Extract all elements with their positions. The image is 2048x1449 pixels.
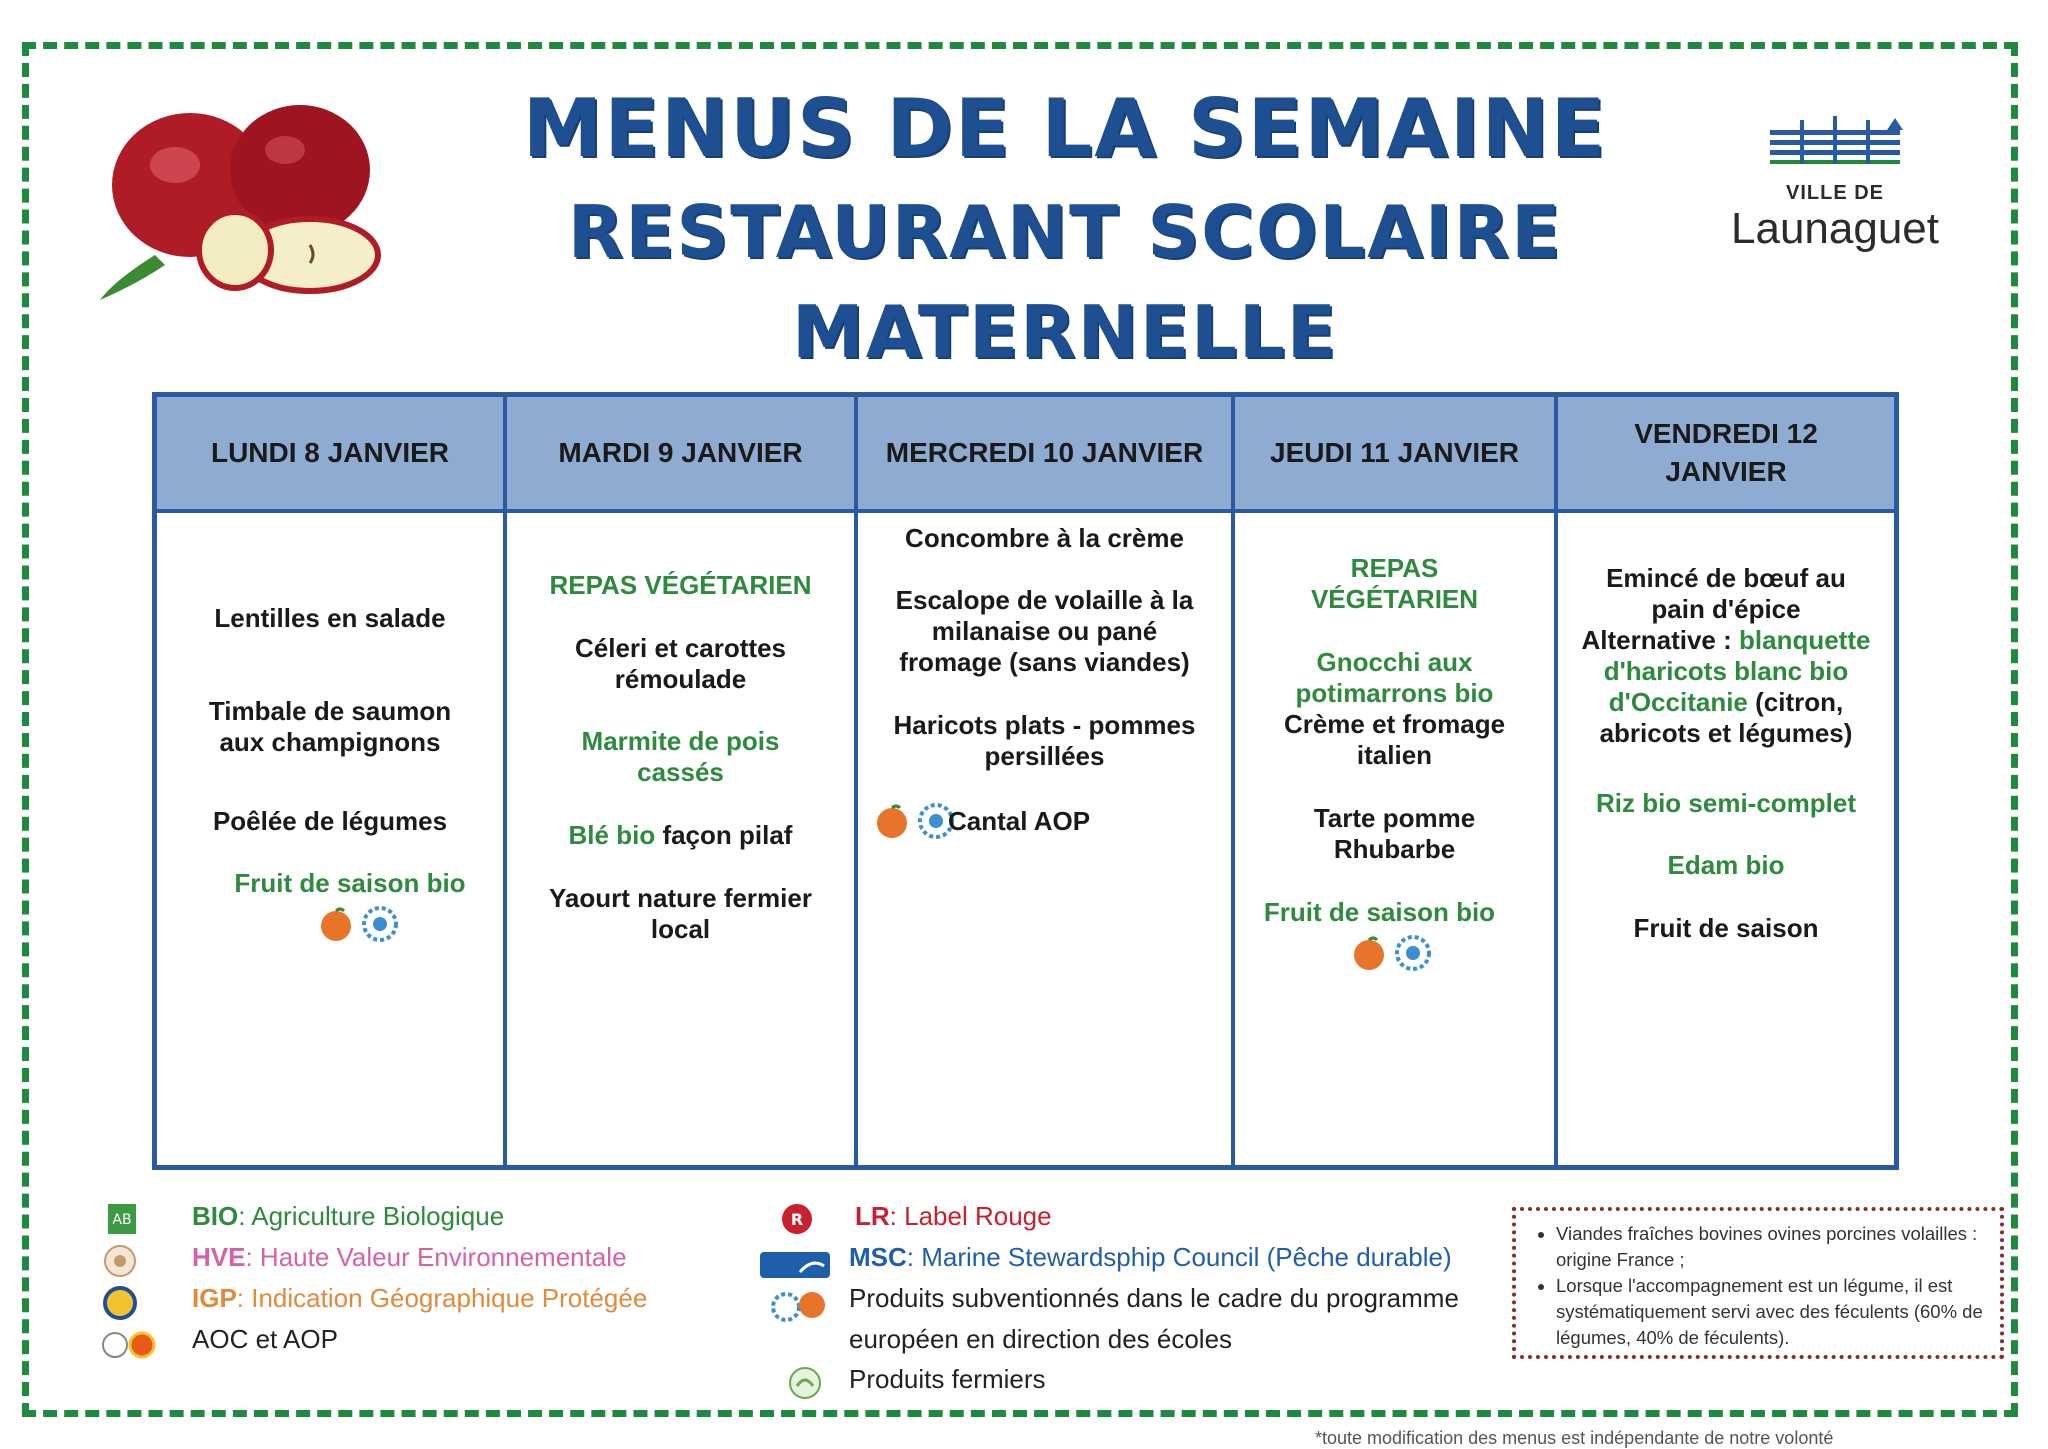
legend-text: : Indication Géographique Protégée bbox=[236, 1283, 648, 1313]
legend-lr bbox=[855, 1200, 1052, 1232]
day-column-friday bbox=[1558, 397, 1894, 1165]
dish: Lentilles en salade bbox=[214, 603, 446, 633]
hve-icon bbox=[103, 1244, 137, 1278]
local-producer-icon bbox=[317, 905, 355, 943]
local-producer-icon bbox=[873, 802, 911, 840]
legend-text: : Agriculture Biologique bbox=[238, 1201, 505, 1231]
day-header: JEUDI 11 JANVIER bbox=[1235, 397, 1554, 513]
dish: Yaourt nature fermier local bbox=[549, 883, 812, 944]
legend-msc bbox=[849, 1241, 1452, 1273]
aoc-aop-icon bbox=[100, 1330, 160, 1360]
dish: Marmite de pois cassés bbox=[581, 726, 780, 787]
dish-rest: Alternative : bbox=[1581, 625, 1732, 655]
dish-rest: (citron, abricots et légumes) bbox=[1599, 687, 1853, 748]
eu-program-legend-icon bbox=[768, 1285, 830, 1325]
city-logo bbox=[1725, 110, 1945, 260]
legend-abbr: IGP bbox=[192, 1283, 237, 1313]
igp-icon bbox=[103, 1286, 137, 1320]
dish: Cantal AOP bbox=[948, 806, 1091, 836]
day-header: MARDI 9 JANVIER bbox=[507, 397, 854, 513]
dish: Crème et fromage italien bbox=[1283, 709, 1506, 770]
dish: Fruit de saison bbox=[1633, 913, 1819, 943]
dish: Timbale de saumon aux champignons bbox=[208, 696, 452, 757]
dish: Tarte pomme Rhubarbe bbox=[1313, 803, 1476, 864]
dish-bio-part: Blé bio bbox=[568, 820, 656, 850]
dish-with-label bbox=[507, 820, 854, 851]
svg-text:AB: AB bbox=[112, 1212, 132, 1228]
label-badges bbox=[317, 905, 399, 943]
day-header: VENDREDI 12 JANVIER bbox=[1558, 397, 1894, 513]
dish: Poêlée de légumes bbox=[212, 806, 448, 836]
dish: Edam bio bbox=[1667, 850, 1785, 880]
day-column-wednesday bbox=[858, 397, 1235, 1165]
legend-hve bbox=[192, 1241, 627, 1273]
apples-illustration bbox=[95, 85, 385, 305]
menu-table bbox=[152, 392, 1899, 1170]
legend-subv-line2: européen en direction des écoles bbox=[849, 1324, 1233, 1354]
dish: Escalope de volaille à la milanaise ou pané fromage (sans viandes) bbox=[895, 585, 1194, 677]
legend-abbr: MSC bbox=[849, 1242, 907, 1272]
svg-text:R: R bbox=[790, 1210, 804, 1229]
dish: Riz bio semi-complet bbox=[1595, 788, 1857, 818]
logo-text-big: Launaguet bbox=[1731, 204, 1939, 253]
dish: Fruit de saison bio bbox=[1263, 897, 1496, 927]
label-badges bbox=[1350, 934, 1432, 972]
day-header: MERCREDI 10 JANVIER bbox=[858, 397, 1231, 513]
eu-school-program-icon bbox=[1394, 934, 1432, 972]
day-column-thursday bbox=[1235, 397, 1558, 1165]
eu-school-program-icon bbox=[361, 905, 399, 943]
city-logo-icon bbox=[1725, 110, 1945, 180]
note-item: • Lorsque l'accompagnement est un légume, il est systématiquement servi avec des féculents (60% de légumes, 40% de féculents). bbox=[1556, 1273, 1988, 1351]
legend-fermiers: Produits fermiers bbox=[849, 1364, 1046, 1394]
dish-bio-part: blanquette d'haricots blanc bio d'Occitanie bbox=[1603, 625, 1871, 717]
footnote: *toute modification des menus est indépendante de notre volonté bbox=[1315, 1428, 1834, 1448]
legend-abbr: LR bbox=[855, 1201, 890, 1231]
dish: Fruit de saison bio bbox=[234, 868, 466, 898]
legend-text: : Label Rouge bbox=[889, 1201, 1052, 1231]
legend-bio bbox=[192, 1200, 504, 1232]
dish: Concombre à la crème bbox=[905, 523, 1184, 553]
dish: Haricots plats - pommes persillées bbox=[893, 710, 1196, 771]
legend-abbr: BIO bbox=[192, 1201, 239, 1231]
dish-rest: façon pilaf bbox=[662, 820, 793, 850]
label-rouge-icon bbox=[780, 1202, 814, 1236]
ab-bio-icon bbox=[105, 1202, 139, 1236]
dish: Gnocchi aux potimarrons bio bbox=[1295, 647, 1494, 708]
dish: REPAS VÉGÉTARIEN bbox=[1310, 553, 1479, 614]
legend-text: : Haute Valeur Environnementale bbox=[245, 1242, 627, 1272]
produits-fermiers-icon bbox=[788, 1366, 822, 1400]
note-item: • Viandes fraîches bovines ovines porcines volailles : origine France ; bbox=[1556, 1221, 1988, 1273]
local-producer-icon bbox=[1350, 934, 1388, 972]
dish: REPAS VÉGÉTARIEN bbox=[549, 570, 812, 600]
legend-aoc: AOC et AOP bbox=[192, 1324, 338, 1354]
legend-abbr: HVE bbox=[192, 1242, 246, 1272]
legend-subv-line1: Produits subventionnés dans le cadre du programme bbox=[849, 1283, 1459, 1313]
day-column-tuesday bbox=[507, 397, 858, 1165]
page-title-line3: MATERNELLE bbox=[792, 290, 1338, 374]
label-badges bbox=[873, 802, 955, 840]
dish: Céleri et carottes rémoulade bbox=[575, 633, 786, 694]
legend-text: : Marine Stewardsphip Council (Pêche durable) bbox=[906, 1242, 1452, 1272]
page-title-line2: RESTAURANT SCOLAIRE bbox=[567, 190, 1563, 274]
day-column-monday bbox=[157, 397, 507, 1165]
page-title-line1: MENUS DE LA SEMAINE bbox=[522, 82, 1608, 175]
msc-icon bbox=[760, 1250, 830, 1280]
day-header: LUNDI 8 JANVIER bbox=[157, 397, 503, 513]
logo-text-small: VILLE DE bbox=[1785, 182, 1884, 204]
legend-igp bbox=[192, 1282, 647, 1314]
notes-box bbox=[1512, 1207, 2004, 1359]
dish-with-label bbox=[1558, 625, 1894, 749]
dish: Emincé de bœuf au pain d'épice bbox=[1606, 563, 1846, 624]
